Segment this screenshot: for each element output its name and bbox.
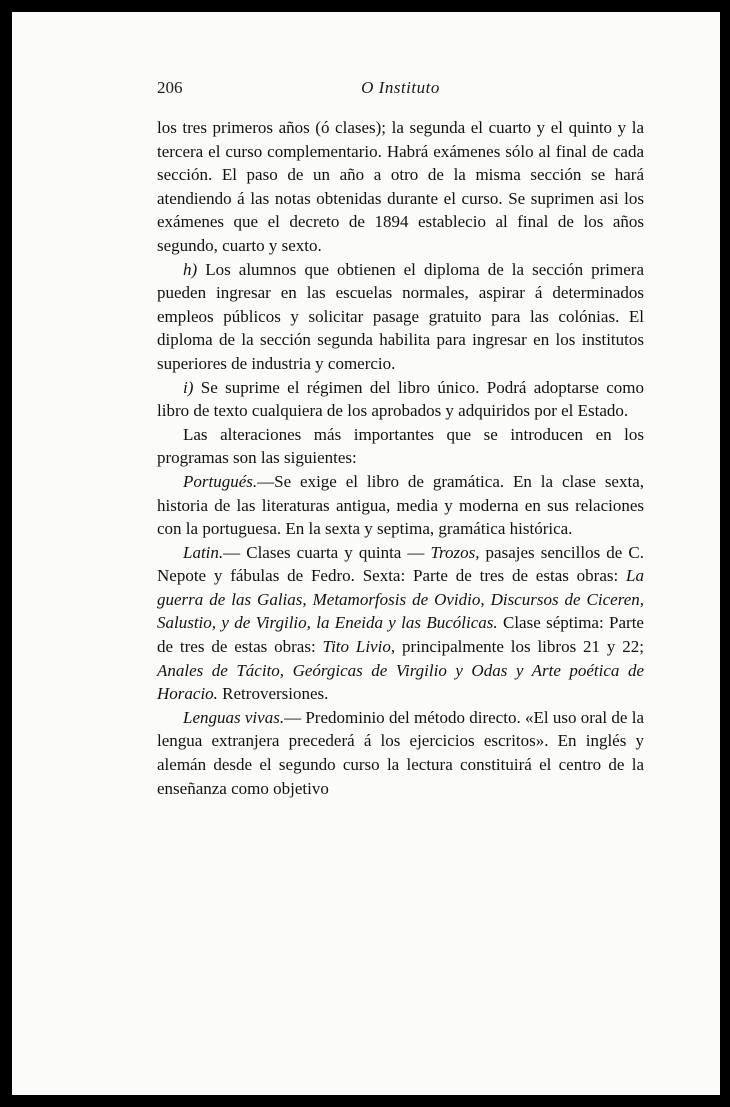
- paragraph-h: [157, 258, 644, 376]
- item-label: h): [183, 259, 198, 279]
- text-segment: Clase séptima: Parte de tres de estas obras:: [157, 613, 644, 657]
- paragraph-text: —Se exige el libro de gramática. En la clase sexta, historia de las literaturas antigua, media y moderna en sus relaciones con la portuguesa. En la sexta y septima, gramática histórica.: [157, 471, 644, 539]
- item-label: i): [183, 377, 194, 397]
- paragraph-lenguas-vivas: [157, 706, 644, 800]
- text-segment: pasajes sencillos de C. Nepote y fábulas de Fedro. Sexta: Parte de tres de estas obras:: [157, 542, 644, 586]
- text-segment: principalmente los libros 21 y 22;: [395, 637, 644, 657]
- subject-label: Latin.: [183, 542, 224, 562]
- page-number: 206: [157, 78, 183, 97]
- book-page: [12, 12, 720, 1095]
- body-text: [157, 116, 644, 800]
- page-header: [157, 78, 644, 100]
- subject-label: Portugués.: [183, 471, 258, 491]
- paragraph-text: Las alteraciones más importantes que se introducen en los programas son las siguientes:: [157, 424, 644, 468]
- paragraph-continuation: [157, 116, 644, 258]
- text-segment: Retroversiones.: [217, 684, 329, 704]
- text-segment: Anales de Tácito, Geórgicas de Virgilio y Odas y Arte poética de Horacio.: [157, 660, 644, 704]
- paragraph-text: Los alumnos que obtienen el diploma de la sección primera pueden ingresar en las escuelas normales, aspirar á determinados empleos públicos y solicitar pasage gratuito para las colónias. El diploma de la sección segunda habilita para ingresar en los institutos superiores de industria y comercio.: [157, 259, 645, 373]
- subject-label: Lenguas vivas.: [183, 707, 285, 727]
- running-title: O Instituto: [361, 78, 440, 97]
- paragraph-text: Se suprime el régimen del libro único. Podrá adoptarse como libro de texto cualquiera de los aprobados y adquiridos por el Estado.: [157, 377, 644, 421]
- text-segment: Tito Livio,: [322, 637, 396, 657]
- paragraph-text: los tres primeros años (ó clases); la segunda el cuarto y el quinto y la tercera el curso complementario. Habrá exámenes sólo al final de cada sección. El paso de un año a otro de la misma sección se hará atendiendo á las notas obtenidas durante el curso. Se suprimen asi los exámenes que el decreto de 1894 establecio al final de los años segundo, cuarto y sexto.: [157, 118, 644, 255]
- paragraph-latin: [157, 541, 644, 706]
- text-segment: — Clases cuarta y quinta —: [223, 542, 431, 562]
- paragraph-alteraciones: [157, 423, 644, 470]
- paragraph-portugues: [157, 470, 644, 541]
- text-segment: Trozos,: [430, 542, 480, 562]
- paragraph-text: — Predominio del método directo. «El uso oral de la lengua extranjera precederá á los ejercicios escritos». En inglés y alemán desde el segundo curso la lectura constituirá el centro de la enseñanza como objetivo: [157, 707, 645, 798]
- text-segment: La guerra de las Galias, Metamorfosis de Ovidio, Discursos de Ciceren, Salustio, y de Virgilio, la Eneida y las Bucólicas.: [157, 566, 644, 633]
- paragraph-i: [157, 376, 644, 423]
